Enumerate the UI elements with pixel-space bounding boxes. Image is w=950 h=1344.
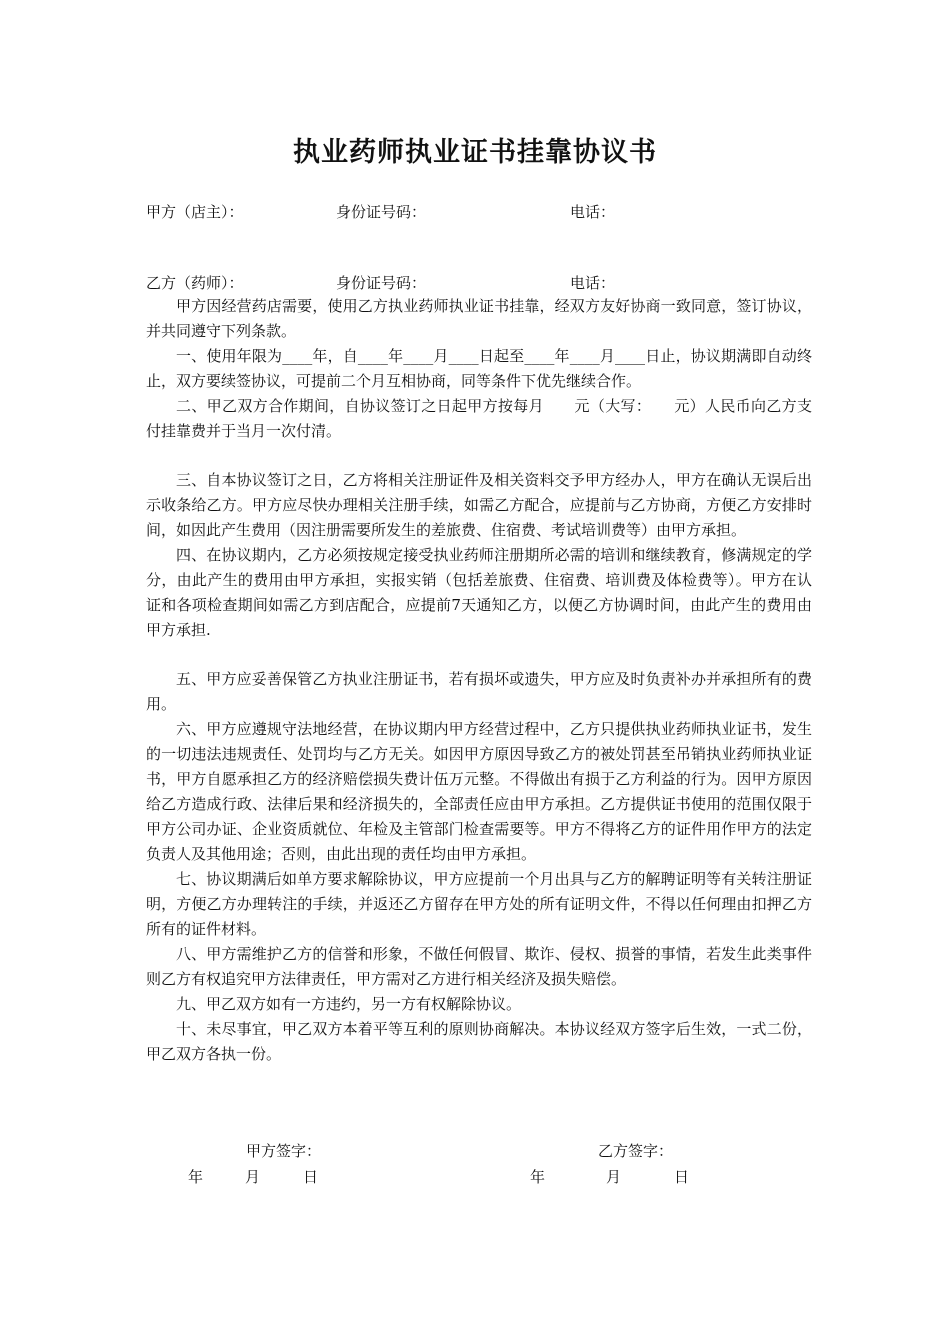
party-b-phone-label: 电话： <box>570 274 616 292</box>
clause-4: 四、在协议期内，乙方必须按规定接受执业药师注册期所必需的培训和继续教育，修满规定的学分，由此产生的费用由甲方承担，实报实销（包括差旅费、住宿费、培训费及体检费等）。甲方在认证和各项检查期间如需乙方到店配合，应提前7天通知乙方，以便乙方协调时间，由此产生的费用由甲方承担. <box>146 546 812 639</box>
preamble-paragraph: 甲方因经营药店需要，使用乙方执业药师执业证书挂靠，经双方友好协商一致同意，签订协议，并共同遵守下列条款。 <box>146 297 812 340</box>
party-a-signature-label: 甲方签字： <box>246 1142 322 1160</box>
party-a-date-day: 日 <box>303 1168 319 1186</box>
clause-9: 九、甲乙双方如有一方违约，另一方有权解除协议。 <box>176 995 522 1013</box>
clause-5: 五、甲方应妥善保管乙方执业注册证书，若有损坏或遗失，甲方应及时负责补办并承担所有的费用。 <box>146 670 812 713</box>
party-b-id-label: 身份证号码： <box>336 274 427 292</box>
party-b-label: 乙方（药师）： <box>146 274 244 292</box>
party-a-date-year: 年 <box>188 1168 204 1186</box>
clause-3: 三、自本协议签订之日，乙方将相关注册证件及相关资料交予甲方经办人，甲方在确认无误后出示收条给乙方。甲方应尽快办理相关注册手续，如需乙方配合，应提前与乙方协商，方便乙方安排时间，如因此产生费用（因注册需要所发生的差旅费、住宿费、考试培训费等）由甲方承担。 <box>146 471 812 539</box>
clause-10: 十、未尽事宜，甲乙双方本着平等互利的原则协商解决。本协议经双方签字后生效，一式二份，甲乙双方各执一份。 <box>146 1020 812 1063</box>
party-a-date-month: 月 <box>245 1168 261 1186</box>
party-b-date-month: 月 <box>606 1168 622 1186</box>
document-title: 执业药师执业证书挂靠协议书 <box>293 137 657 168</box>
party-a-phone-label: 电话： <box>570 203 616 221</box>
clause-6: 六、甲方应遵规守法地经营，在协议期内甲方经营过程中，乙方只提供执业药师执业证书，发生的一切违法违规责任、处罚均与乙方无关。如因甲方原因导致乙方的被处罚甚至吊销执业药师执业证书，甲方自愿承担乙方的经济赔偿损失费计伍万元整。不得做出有损于乙方利益的行为。因甲方原因给乙方造成行政、法律后果和经济损失的，全部责任应由甲方承担。乙方提供证书使用的范围仅限于甲方公司办证、企业资质就位、年检及主管部门检查需要等。甲方不得将乙方的证件用作甲方的法定负责人及其他用途；否则，由此出现的责任均由甲方承担。 <box>146 720 812 863</box>
party-a-id-label: 身份证号码： <box>336 203 427 221</box>
clause-1: 一、使用年限为____年，自____年____月____日起至____年____月____日止，协议期满即自动终止，双方要续签协议，可提前二个月互相协商，同等条件下优先继续合作。 <box>146 347 812 390</box>
party-b-date-year: 年 <box>530 1168 546 1186</box>
party-b-signature-label: 乙方签字： <box>598 1142 674 1160</box>
party-b-date-day: 日 <box>674 1168 690 1186</box>
clause-7: 七、协议期满后如单方要求解除协议，甲方应提前一个月出具与乙方的解聘证明等有关转注册证明，方便乙方办理转注的手续，并返还乙方留存在甲方处的所有证明文件，不得以任何理由扣押乙方所有的证件材料。 <box>146 870 812 938</box>
agreement-body <box>146 294 812 1067</box>
party-a-label: 甲方（店主）： <box>146 203 244 221</box>
clause-8: 八、甲方需维护乙方的信誉和形象，不做任何假冒、欺诈、侵权、损誉的事情，若发生此类事件则乙方有权追究甲方法律责任，甲方需对乙方进行相关经济及损失赔偿。 <box>146 945 812 988</box>
clause-2: 二、甲乙双方合作期间，自协议签订之日起甲方按每月 元（大写： 元）人民币向乙方支付挂靠费并于当月一次付清。 <box>146 397 812 440</box>
